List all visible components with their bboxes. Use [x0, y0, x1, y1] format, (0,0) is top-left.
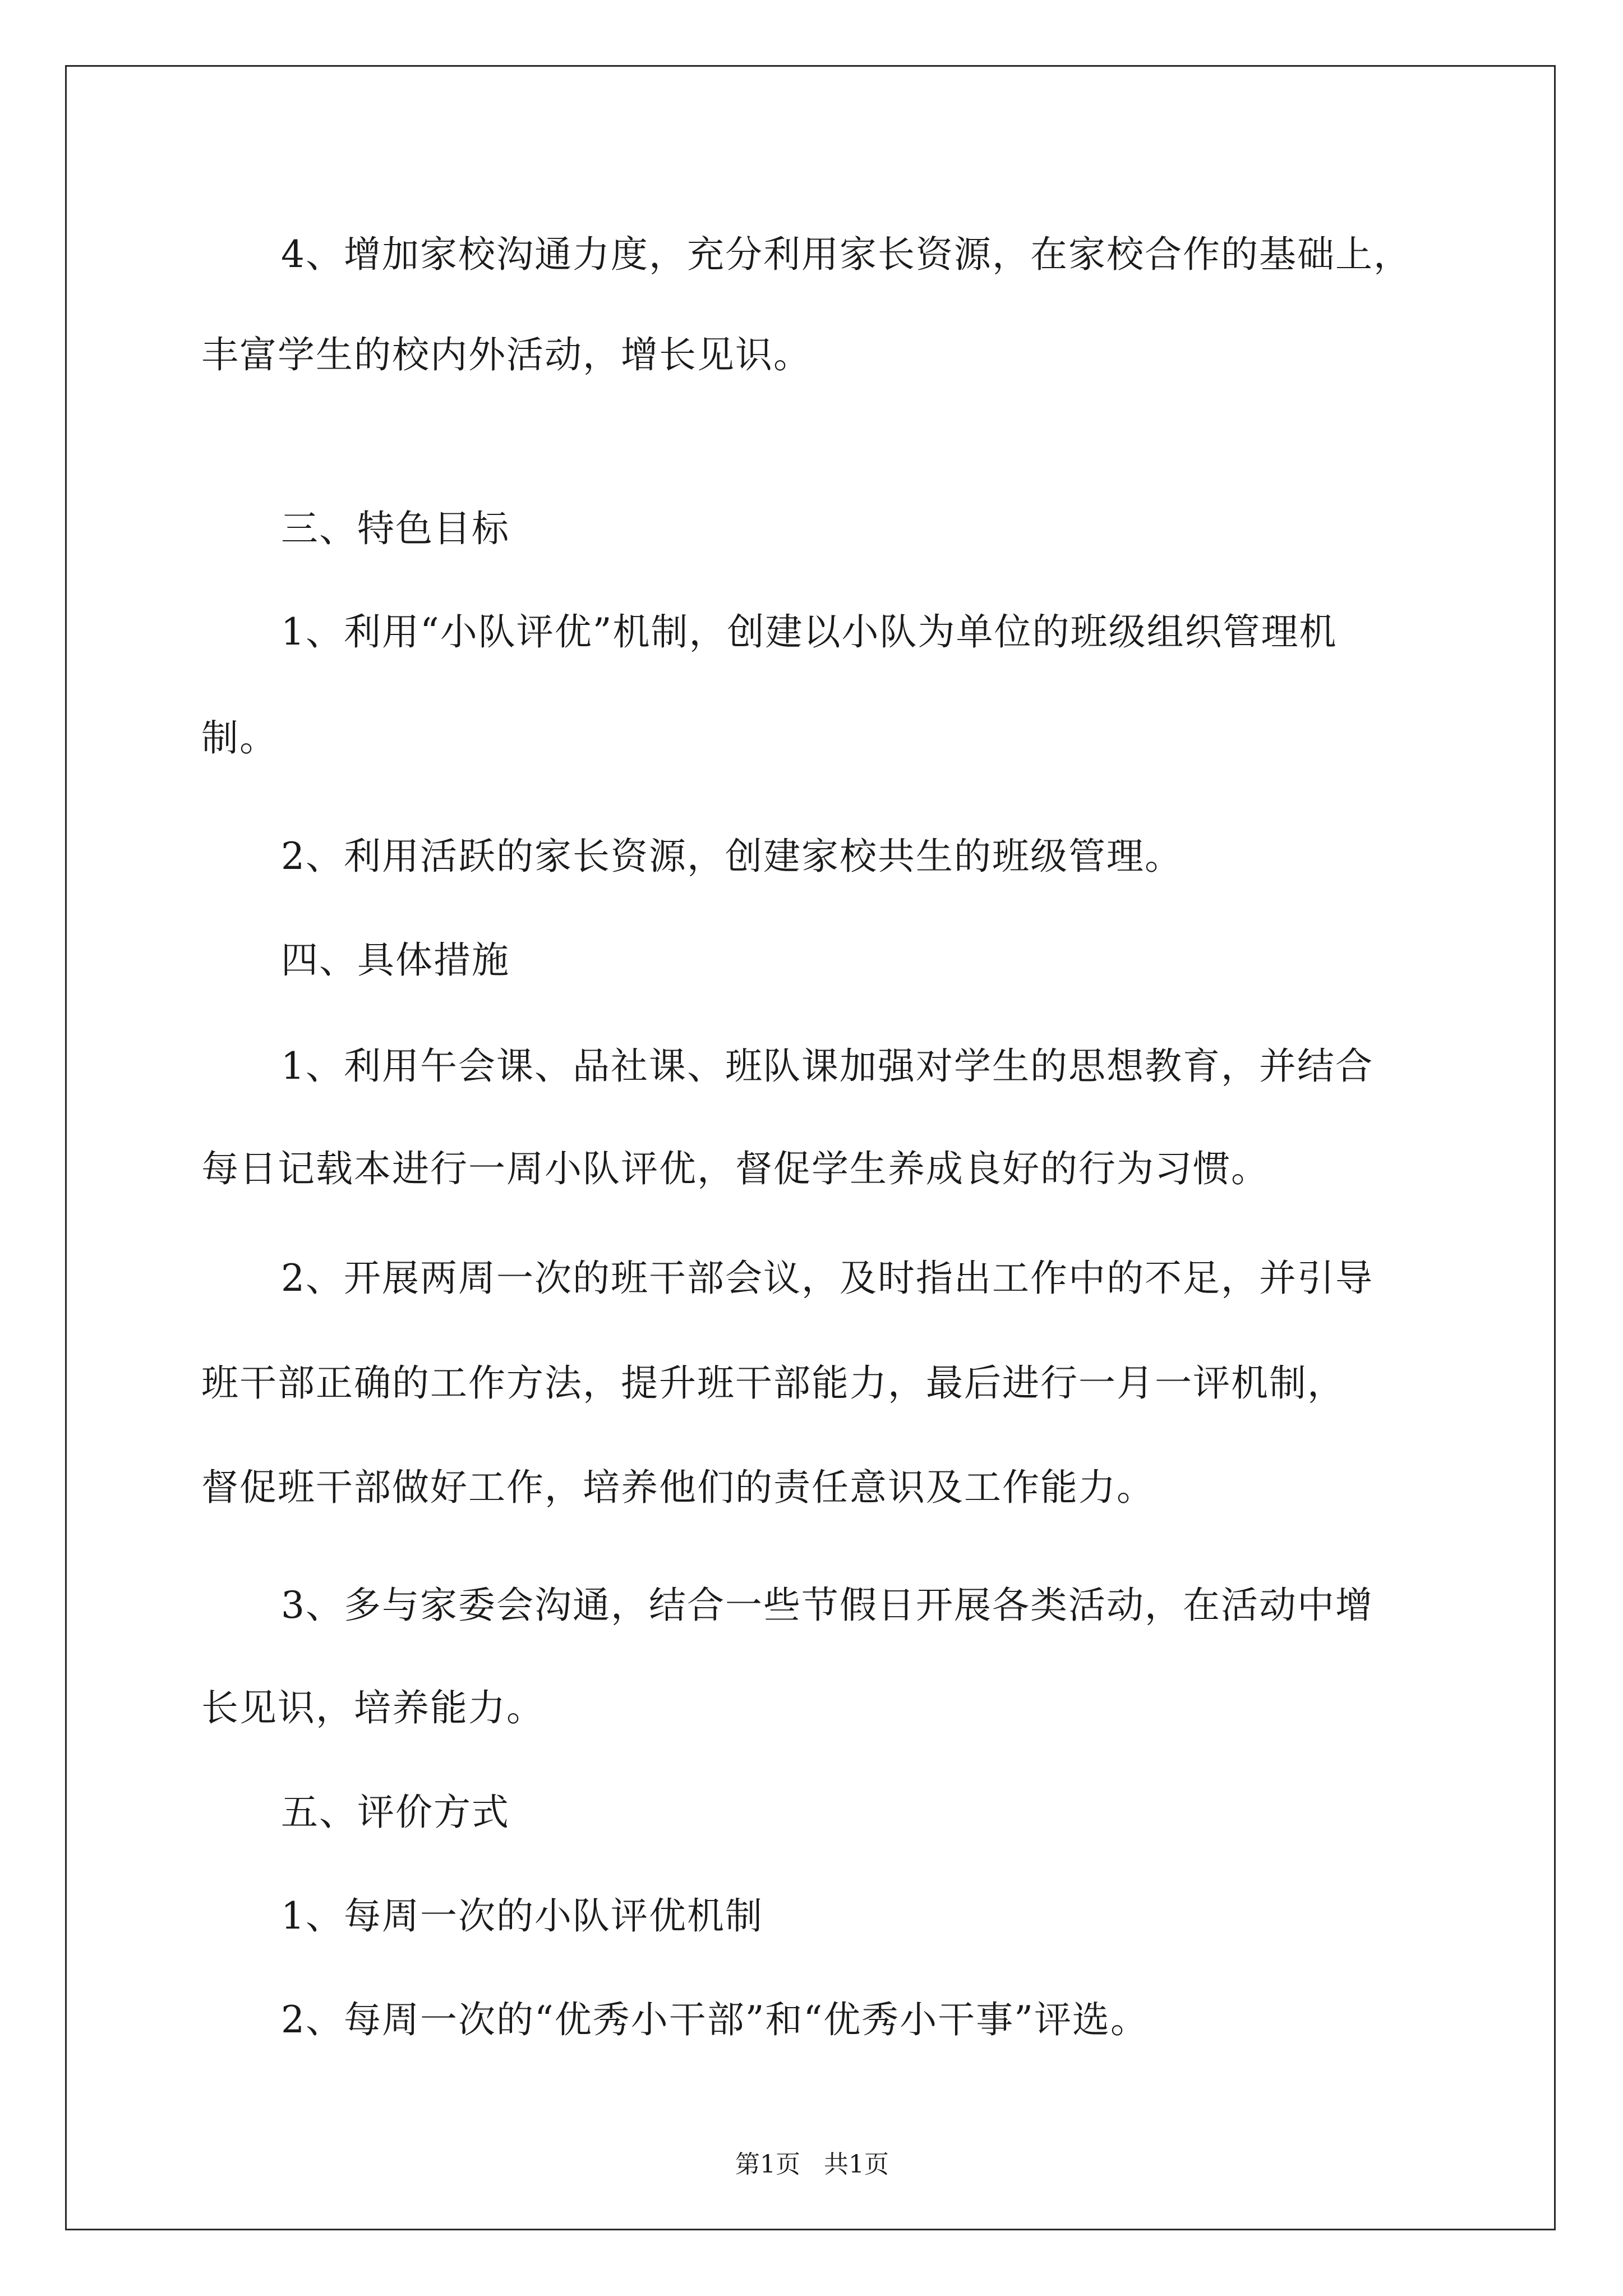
body-line: 1、利用午会课、品社课、班队课加强对学生的思想教育，并结合	[281, 1045, 1373, 1088]
body-line: 1、利用“小队评优”机制，创建以小队为单位的班级组织管理机	[281, 610, 1338, 654]
body-line: 班干部正确的工作方法，提升班干部能力，最后进行一月一评机制，	[201, 1361, 1345, 1405]
body-line: 制。	[201, 716, 278, 760]
body-line: 1、每周一次的小队评优机制	[281, 1894, 763, 1938]
section-heading: 三、特色目标	[281, 507, 510, 550]
section-heading: 四、具体措施	[281, 938, 510, 982]
body-line: 长见识，培养能力。	[201, 1686, 545, 1729]
body-line: 丰富学生的校内外活动，增长见识。	[201, 333, 811, 376]
body-line: 督促班干部做好工作，培养他们的责任意识及工作能力。	[201, 1466, 1155, 1509]
page-number-footer: 第1页 共1页	[735, 2150, 889, 2179]
section-heading: 五、评价方式	[281, 1791, 510, 1834]
body-line: 2、每周一次的“优秀小干部”和“优秀小干事”评选。	[281, 1998, 1149, 2041]
body-line: 4、增加家校沟通力度，充分利用家长资源，在家校合作的基础上，	[281, 233, 1412, 276]
page-frame	[65, 65, 1556, 2230]
body-line: 2、开展两周一次的班干部会议，及时指出工作中的不足，并引导	[281, 1257, 1373, 1300]
body-line: 3、多与家委会沟通，结合一些节假日开展各类活动，在活动中增	[281, 1584, 1373, 1627]
body-line: 2、利用活跃的家长资源，创建家校共生的班级管理。	[281, 835, 1183, 878]
body-line: 每日记载本进行一周小队评优，督促学生养成良好的行为习惯。	[201, 1147, 1269, 1190]
